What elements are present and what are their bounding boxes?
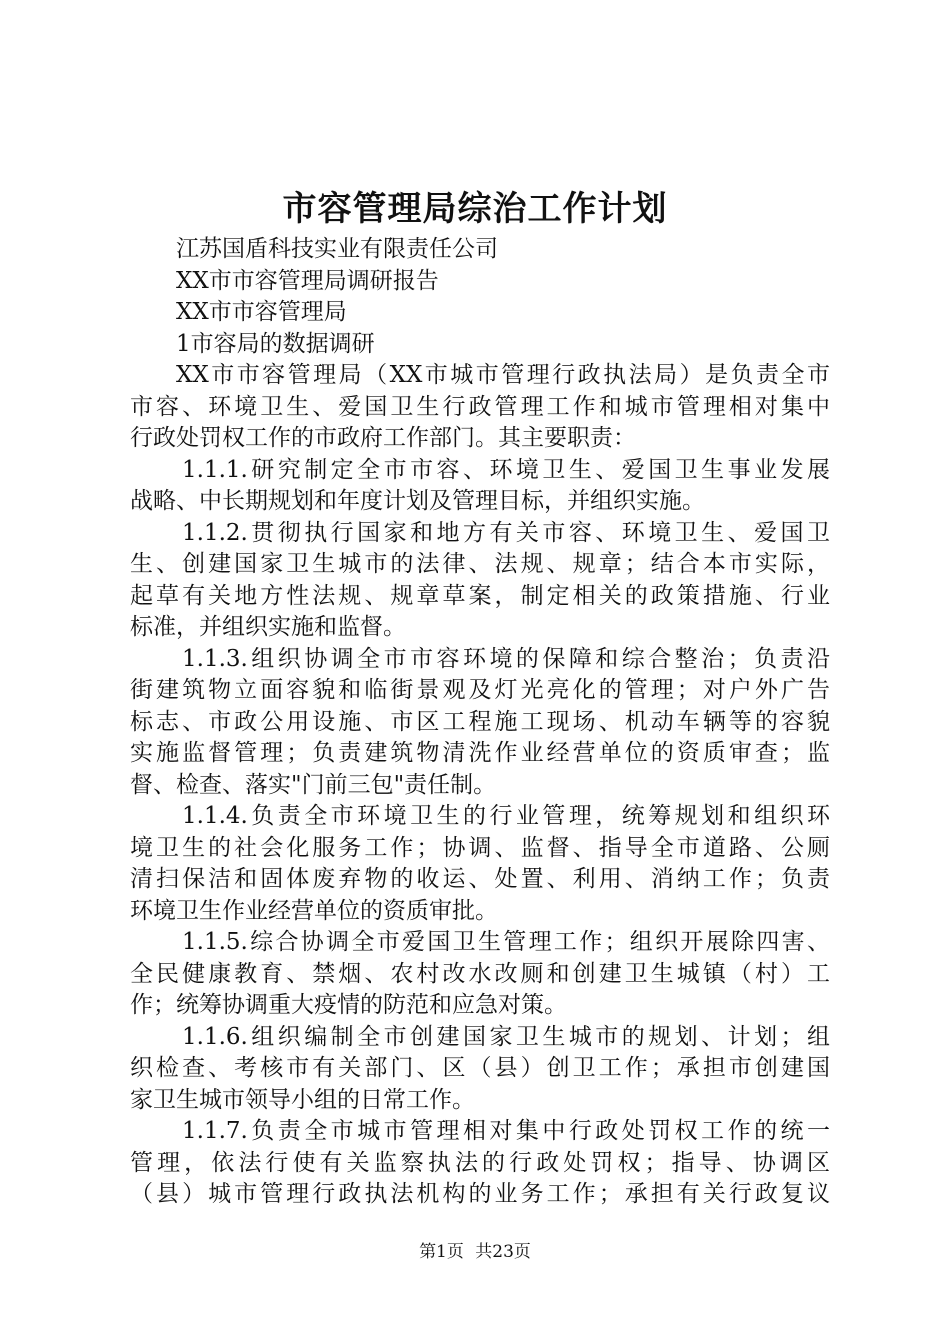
body-line-report-title: XX市市容管理局调研报告 (176, 267, 439, 294)
body-line: XX市市容管理局（XX市城市管理行政执法局）是负责全市 (176, 362, 830, 388)
body-line: （县）城市管理行政执法机构的业务工作；承担有关行政复议 (130, 1181, 830, 1207)
body-line: 1.1.2.贯彻执行国家和地方有关市容、环境卫生、爱国卫 (182, 519, 830, 546)
page-total: 共23页 (475, 1242, 531, 1262)
body-line: 行政处罚权工作的市政府工作部门。其主要职责： (130, 425, 636, 451)
body-line: 1.1.3.组织协调全市市容环境的保障和综合整治；负责沿 (182, 645, 830, 672)
body-line: 生、创建国家卫生城市的法律、法规、规章；结合本市实际， (130, 551, 830, 577)
body-line: 标志、市政公用设施、市区工程施工现场、机动车辆等的容貌 (130, 708, 830, 735)
body-line-section-heading: 1市容局的数据调研 (176, 330, 375, 357)
body-line-bureau: XX市市容管理局 (176, 299, 347, 325)
body-line: 起草有关地方性法规、规章草案，制定相关的政策措施、行业 (130, 582, 830, 609)
body-line: 管理，依法行使有关监察执法的行政处罚权；指导、协调区 (130, 1149, 830, 1176)
body-line: 战略、中长期规划和年度计划及管理目标，并组织实施。 (130, 488, 705, 514)
body-line: 环境卫生作业经营单位的资质审批。 (130, 897, 498, 924)
body-line: 1.1.7.负责全市城市管理相对集中行政处罚权工作的统一 (182, 1118, 830, 1144)
body-line: 全民健康教育、禁烟、农村改水改厕和创建卫生城镇（村）工 (130, 960, 830, 987)
page-number: 第1页 (419, 1242, 464, 1262)
body-line: 1.1.6.组织编制全市创建国家卫生城市的规划、计划；组 (182, 1023, 830, 1050)
body-line: 1.1.1.研究制定全市市容、环境卫生、爱国卫生事业发展 (182, 456, 830, 483)
body-line: 1.1.5.综合协调全市爱国卫生管理工作；组织开展除四害、 (182, 929, 830, 955)
body-line: 织检查、考核市有关部门、区（县）创卫工作；承担市创建国 (130, 1055, 830, 1081)
body-line: 家卫生城市领导小组的日常工作。 (130, 1086, 475, 1113)
document-body (130, 234, 830, 1211)
body-line: 标准，并组织实施和监督。 (130, 614, 406, 640)
body-line: 清扫保洁和固体废弃物的收运、处置、利用、消纳工作；负责 (130, 866, 830, 892)
body-line: 街建筑物立面容貌和临街景观及灯光亮化的管理；对户外广告 (130, 677, 830, 703)
page-footer (0, 1240, 950, 1264)
document-title: 市容管理局综治工作计划 (282, 189, 668, 229)
body-line: 作；统筹协调重大疫情的防范和应急对策。 (130, 992, 567, 1018)
body-line: 境卫生的社会化服务工作；协调、监督、指导全市道路、公厕 (130, 834, 830, 861)
body-line: 实施监督管理；负责建筑物清洗作业经营单位的资质审查；监 (130, 740, 830, 766)
body-line: 1.1.4.负责全市环境卫生的行业管理，统筹规划和组织环 (182, 803, 830, 829)
body-line: 市容、环境卫生、爱国卫生行政管理工作和城市管理相对集中 (130, 393, 830, 420)
body-line: 督、检查、落实"门前三包"责任制。 (130, 771, 497, 798)
body-line-company: 江苏国盾科技实业有限责任公司 (176, 236, 498, 262)
